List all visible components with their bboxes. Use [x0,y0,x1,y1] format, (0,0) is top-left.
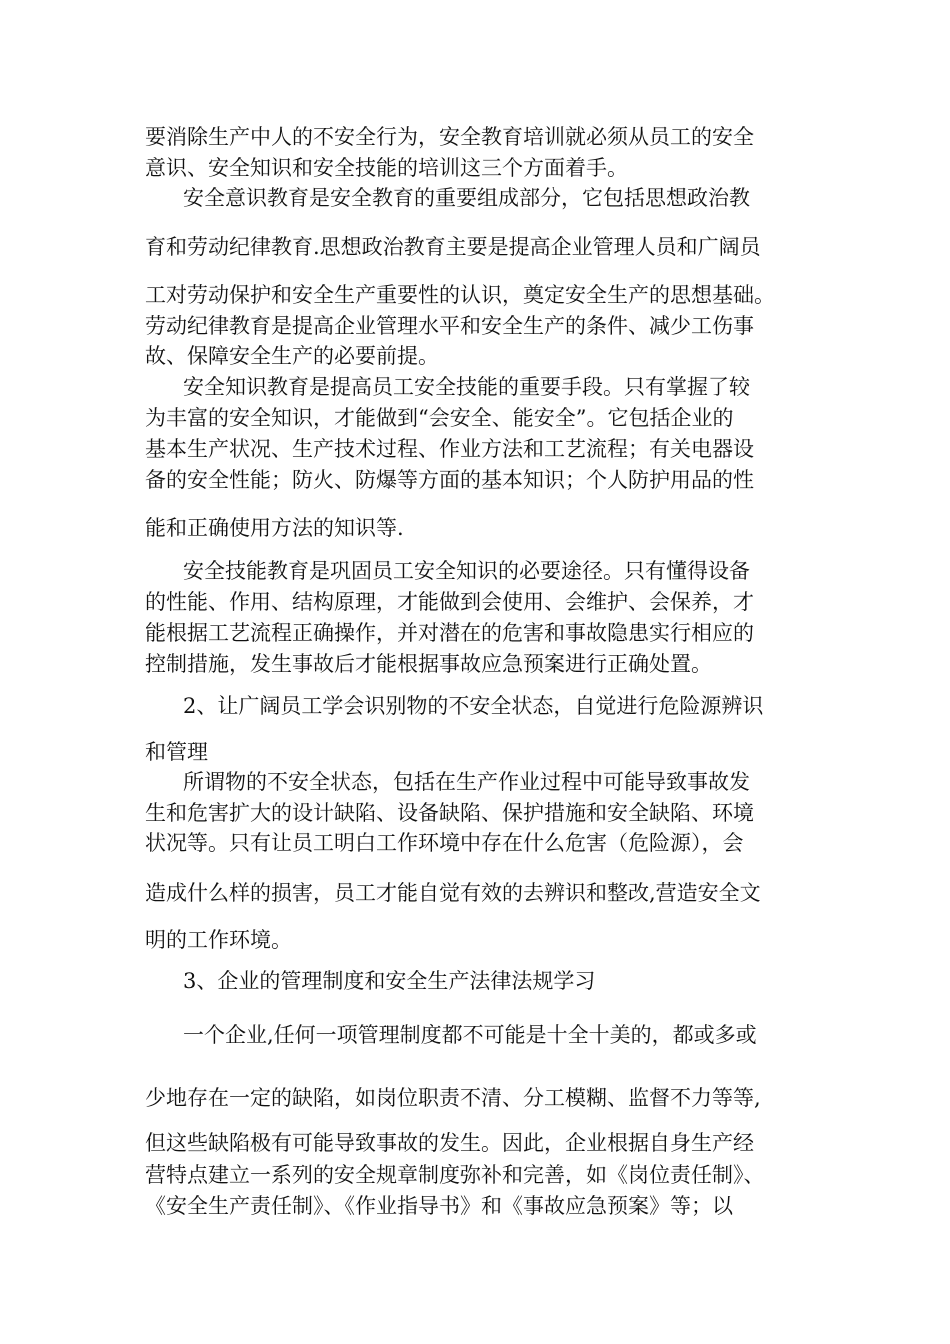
text-line-20: 生和危害扩大的设计缺陷、设备缺陷、保护措施和安全缺陷、环境 [145,801,754,825]
text-line-12: 能和正确使用方法的知识等. [145,516,404,540]
section-heading-2: 2、让广阔员工学会识别物的不安全状态，自觉进行危险源辨识 [183,694,764,718]
text-line-27: 但这些缺陷极有可能导致事故的发生。因此，企业根据自身生产经 [145,1131,754,1155]
section-heading-3: 3、企业的管理制度和安全生产法律法规学习 [183,969,596,993]
text-line-4: 育和劳动纪律教育.思想政治教育主要是提高企业管理人员和广阔员 [145,235,761,259]
text-line-11: 备的安全性能；防火、防爆等方面的基本知识；个人防护用品的性 [145,468,754,492]
text-line-2: 意识、安全知识和安全技能的培训这三个方面着手。 [145,156,628,180]
text-line-9: 为丰富的安全知识，才能做到“会安全、能安全”。它包括企业的 [145,406,734,430]
text-line-3: 安全意识教育是安全教育的重要组成部分，它包括思想政治教 [183,186,750,210]
text-line-6: 劳动纪律教育是提高企业管理水平和安全生产的条件、减少工伤事 [145,314,754,338]
text-line-29: 《安全生产责任制》、《作业指导书》和《事故应急预案》等；以 [145,1194,733,1218]
text-line-10: 基本生产状况、生产技术过程、作业方法和工艺流程；有关电器设 [145,437,754,461]
text-line-25: 一个企业,任何一项管理制度都不可能是十全十美的，都或多或 [183,1023,757,1047]
text-line-23: 明的工作环境。 [145,928,292,952]
text-line-13: 安全技能教育是巩固员工安全知识的必要途径。只有懂得设备 [183,559,750,583]
text-line-7: 故、保障安全生产的必要前提。 [145,344,439,368]
text-line-22: 造成什么样的损害，员工才能自觉有效的去辨识和整改,营造安全文 [145,881,761,905]
text-line-16: 控制措施，发生事故后才能根据事故应急预案进行正确处置。 [145,652,712,676]
text-line-26: 少地存在一定的缺陷，如岗位职责不清、分工模糊、监督不力等等, [145,1086,761,1110]
text-line-5: 工对劳动保护和安全生产重要性的认识，奠定安全生产的思想基础。 [145,283,775,307]
text-line-1: 要消除生产中人的不安全行为，安全教育培训就必须从员工的安全 [145,125,754,149]
text-line-18: 和管理 [145,740,208,764]
text-line-28: 营特点建立一系列的安全规章制度弥补和完善，如《岗位责任制》、 [145,1163,765,1187]
text-line-15: 能根据工艺流程正确操作，并对潜在的危害和事故隐患实行相应的 [145,621,754,645]
text-line-19: 所谓物的不安全状态，包括在生产作业过程中可能导致事故发 [183,770,750,794]
text-line-14: 的性能、作用、结构原理，才能做到会使用、会维护、会保养，才 [145,590,754,614]
text-line-21: 状况等。只有让员工明白工作环境中存在什么危害（危险源），会 [145,831,744,855]
text-line-8: 安全知识教育是提高员工安全技能的重要手段。只有掌握了较 [183,375,750,399]
